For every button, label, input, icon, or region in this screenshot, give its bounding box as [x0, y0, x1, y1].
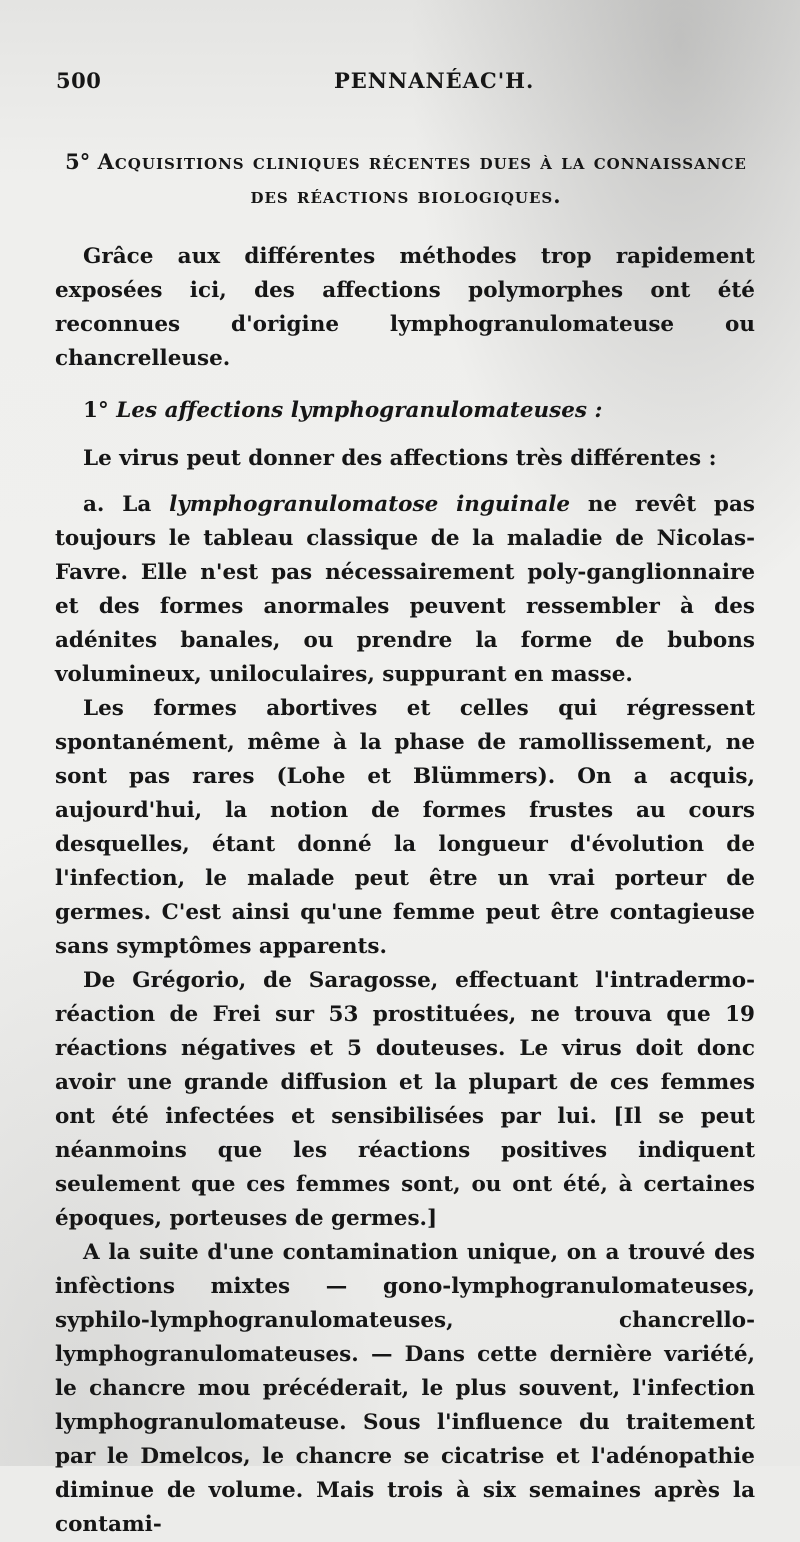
paragraph-a-rest: ne revêt pas toujours le tableau classique de la maladie de Nicolas-Favre. Elle n'est pas nécessairement poly-ganglionnaire et des formes anormales peuvent ressembler à des adénites banales, ou prendre la forme de bubons volumineux, uniloculaires, suppurant en masse.: [55, 492, 755, 687]
running-title: PENNANÉAC'H.: [334, 68, 535, 93]
paragraph-a-term: lymphogranulomatose inguinale: [169, 492, 571, 517]
section-number: 5°: [65, 149, 91, 174]
section-title-line-2: des réactions biologiques.: [250, 183, 562, 208]
paragraph-a: [55, 488, 755, 692]
subheading: [55, 394, 755, 428]
paragraph-gregorio: De Grégorio, de Saragosse, effectuant l'intradermo-réaction de Frei sur 53 prostituées, ne trouva que 19 réactions négatives et 5 douteuses. Le virus doit donc avoir une grande diffusion et la plupart de ces femmes ont été infectées et sensibilisées par lui. [Il se peut néanmoins que les réactions positives indiquent seulement que ces femmes sont, ou ont été, à certaines époques, porteuses de germes.]: [55, 968, 755, 1231]
paragraph-a-prefix: a. La: [83, 492, 170, 517]
lead-paragraph: Le virus peut donner des affections très différentes :: [83, 446, 717, 471]
intro-paragraph: Grâce aux différentes méthodes trop rapidement exposées ici, des affections polymorphes ont été reconnues d'origine lymphogranulomateuse ou chancrelleuse.: [55, 244, 755, 371]
body-text: [55, 240, 755, 1542]
page-header: [56, 68, 756, 102]
page-number: 500: [56, 68, 102, 93]
section-title: [56, 145, 756, 213]
paragraph-abortives: Les formes abortives et celles qui régressent spontanément, même à la phase de ramollissement, ne sont pas rares (Lohe et Blümmers). On a acquis, aujourd'hui, la notion de formes frustes au cours desquelles, étant donné la longueur d'évolution de l'infection, le malade peut être un vrai porteur de germes. C'est ainsi qu'une femme peut être contagieuse sans symptômes apparents.: [55, 696, 755, 959]
paragraph-suite: A la suite d'une contamination unique, on a trouvé des infèctions mixtes — gono-lymphogranulomateuses, syphilo-lymphogranulomateuses, chancrello-lymphogranulomateuses. — Dans cette dernière variété, le chancre mou précéderait, le plus souvent, l'infection lymphogranulomateuse. Sous l'influence du traitement par le Dmelcos, le chancre se cicatrise et l'adénopathie diminue de volume. Mais trois à six semaines après la contami-: [55, 1240, 755, 1537]
subheading-number: 1°: [83, 398, 109, 423]
subheading-text: Les affections lymphogranulomateuses :: [116, 398, 603, 423]
section-title-line-1: [56, 145, 756, 179]
section-title-text-1: Acquisitions cliniques récentes dues à la connaissance: [97, 149, 747, 174]
